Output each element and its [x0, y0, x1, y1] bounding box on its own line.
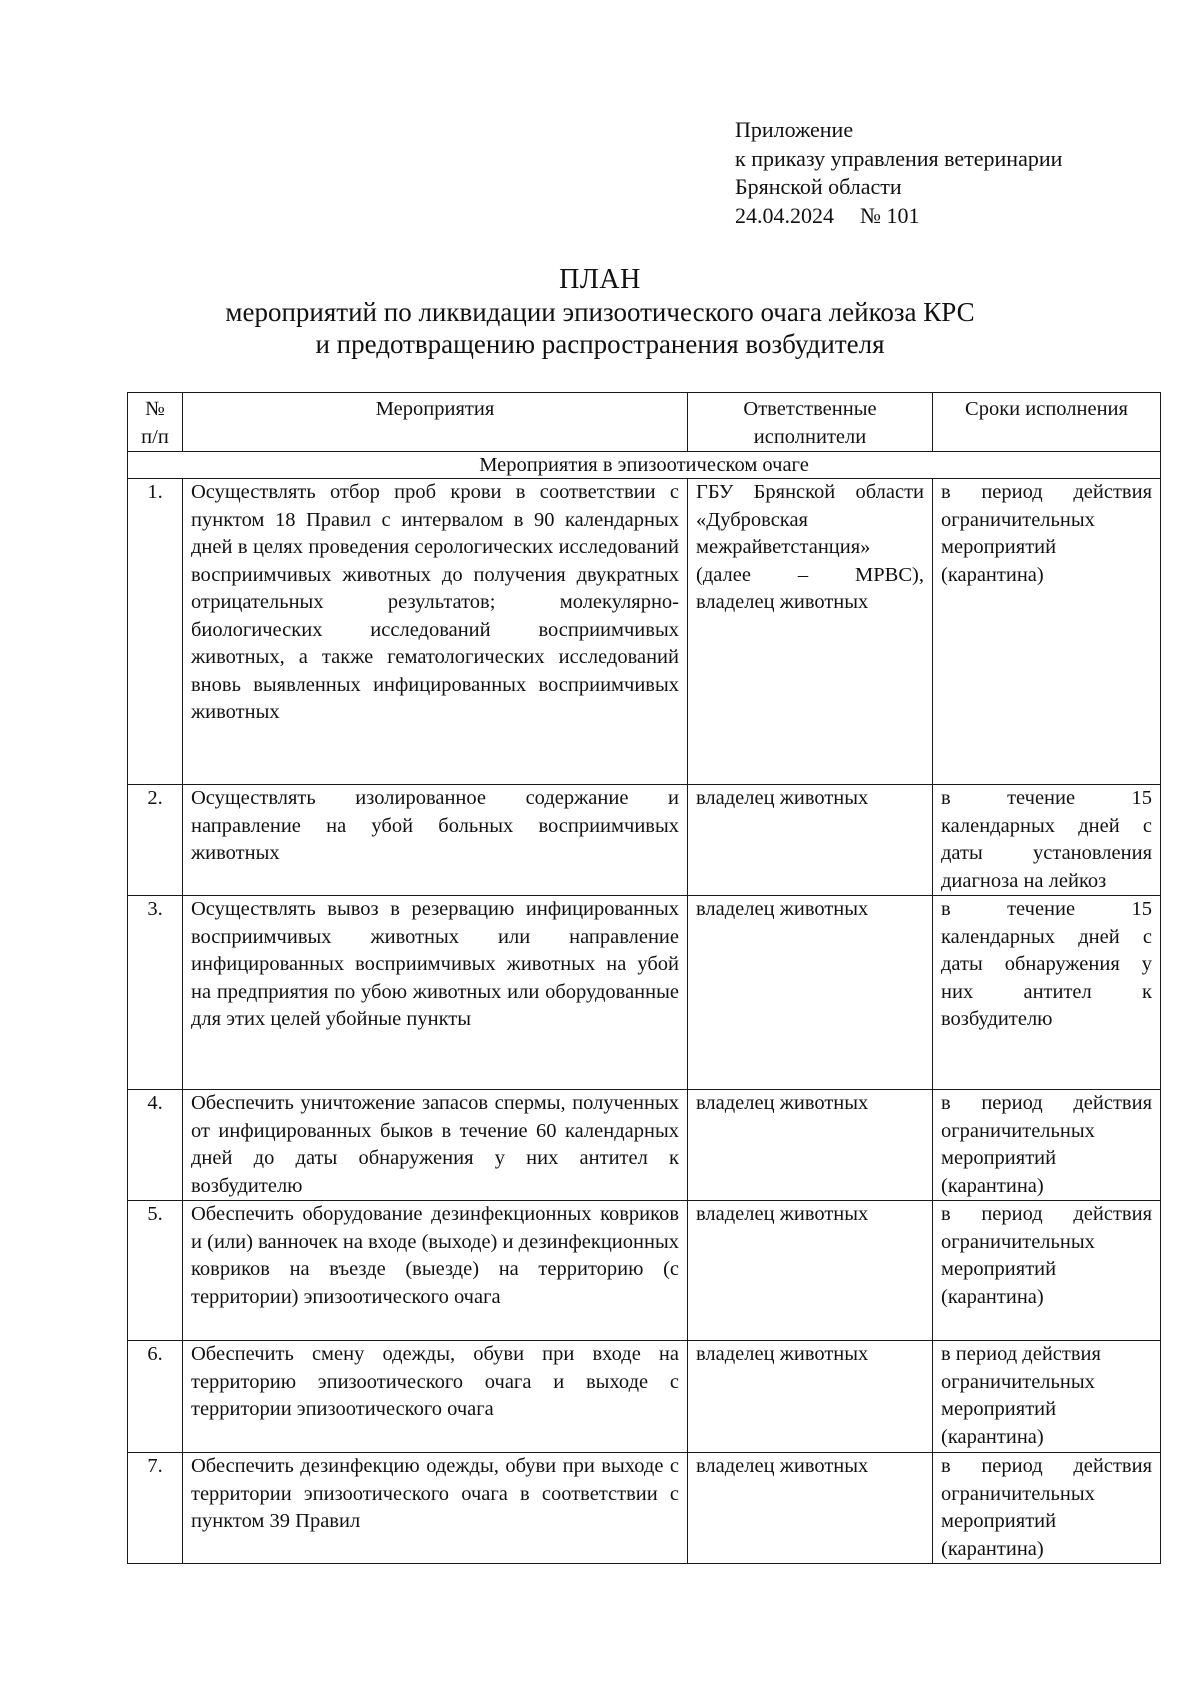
table-row: [128, 1090, 1161, 1201]
row-measure: Обеспечить дезинфекцию одежды, обуви при выходе с территории эпизоотического очага в соответствии с пунктом 39 Правил: [183, 1453, 688, 1564]
row-deadline: в период действия ограничительных мероприятий (карантина): [933, 479, 1161, 785]
table-row: [128, 479, 1161, 785]
section-row: [128, 452, 1161, 479]
row-deadline: в течение 15 календарных дней с даты обнаружения у них антител к возбудителю: [933, 896, 1161, 1090]
table-row: [128, 1201, 1161, 1341]
section-title: Мероприятия в эпизоотическом очаге: [128, 452, 1161, 479]
row-responsible: ГБУ Брянской области «Дубровская межрайветстанция» (далее – МРВС), владелец животных: [688, 479, 933, 785]
row-deadline: в период действия ограничительных мероприятий (карантина): [933, 1090, 1161, 1201]
row-deadline: в период действия ограничительных мероприятий (карантина): [933, 1201, 1161, 1341]
row-responsible: владелец животных: [688, 1341, 933, 1453]
row-deadline: в течение 15 календарных дней с даты установления диагноза на лейкоз: [933, 785, 1161, 896]
table-row: [128, 1341, 1161, 1453]
row-number: 3.: [128, 896, 183, 1090]
appendix-label: Приложение: [735, 117, 854, 142]
table-row: [128, 785, 1161, 896]
row-measure: Обеспечить оборудование дезинфекционных ковриков и (или) ванночек на входе (выходе) и дезинфекционных ковриков на въезде (выезде) на территорию (с территории) эпизоотического очага: [183, 1201, 688, 1341]
row-responsible: владелец животных: [688, 1201, 933, 1341]
row-number: 5.: [128, 1201, 183, 1341]
row-measure: Осуществлять изолированное содержание и направление на убой больных восприимчивых животных: [183, 785, 688, 896]
plan-title: ПЛАН: [559, 264, 641, 295]
row-responsible: владелец животных: [688, 785, 933, 896]
row-responsible: владелец животных: [688, 1453, 933, 1564]
row-measure: Осуществлять отбор проб крови в соответствии с пунктом 18 Правил с интервалом в 90 календарных дней в целях проведения серологических исследований восприимчивых животных до получения двукратных отрицательных результатов; молекулярно-биологических исследований восприимчивых животных, а также гематологических исследований вновь выявленных инфицированных восприимчивых животных: [183, 479, 688, 785]
table-header-row: [128, 393, 1161, 452]
measures-table: [127, 392, 1161, 1564]
header-responsible: Ответственные исполнители: [688, 393, 933, 452]
row-number: 1.: [128, 479, 183, 785]
row-measure: Осуществлять вывоз в резервацию инфицированных восприимчивых животных или направление инфицированных восприимчивых животных на убой на предприятия по убою животных или оборудованные для этих целей убойные пункты: [183, 896, 688, 1090]
order-date: 24.04.2024: [735, 202, 834, 228]
table-row: [128, 896, 1161, 1090]
header-num: № п/п: [128, 393, 183, 452]
plan-subtitle-line-2: и предотвращению распространения возбудителя: [315, 329, 885, 359]
row-number: 6.: [128, 1341, 183, 1453]
row-measure: Обеспечить уничтожение запасов спермы, полученных от инфицированных быков в течение 60 календарных дней до даты обнаружения у них антител к возбудителю: [183, 1090, 688, 1201]
row-number: 4.: [128, 1090, 183, 1201]
header-deadlines: Сроки исполнения: [933, 393, 1161, 452]
row-deadline: в период действия ограничительных мероприятий (карантина): [933, 1453, 1161, 1564]
row-responsible: владелец животных: [688, 1090, 933, 1201]
row-responsible: владелец животных: [688, 896, 933, 1090]
appendix-date-number: [735, 202, 1062, 231]
appendix-order-ref: к приказу управления ветеринарии: [735, 145, 1063, 171]
appendix-header: [735, 116, 1062, 230]
order-number: № 101: [860, 202, 920, 228]
header-measures: Мероприятия: [183, 393, 688, 452]
row-number: 2.: [128, 785, 183, 896]
plan-subtitle-line-1: мероприятий по ликвидации эпизоотического очага лейкоза КРС: [225, 297, 975, 327]
row-deadline: в период действия ограничительных мероприятий (карантина): [933, 1341, 1161, 1453]
appendix-region: Брянской области: [735, 174, 902, 199]
document-title: [0, 264, 1200, 360]
row-measure: Обеспечить смену одежды, обуви при входе на территорию эпизоотического очага и выходе с территории эпизоотического очага: [183, 1341, 688, 1453]
table-row: [128, 1453, 1161, 1564]
row-number: 7.: [128, 1453, 183, 1564]
